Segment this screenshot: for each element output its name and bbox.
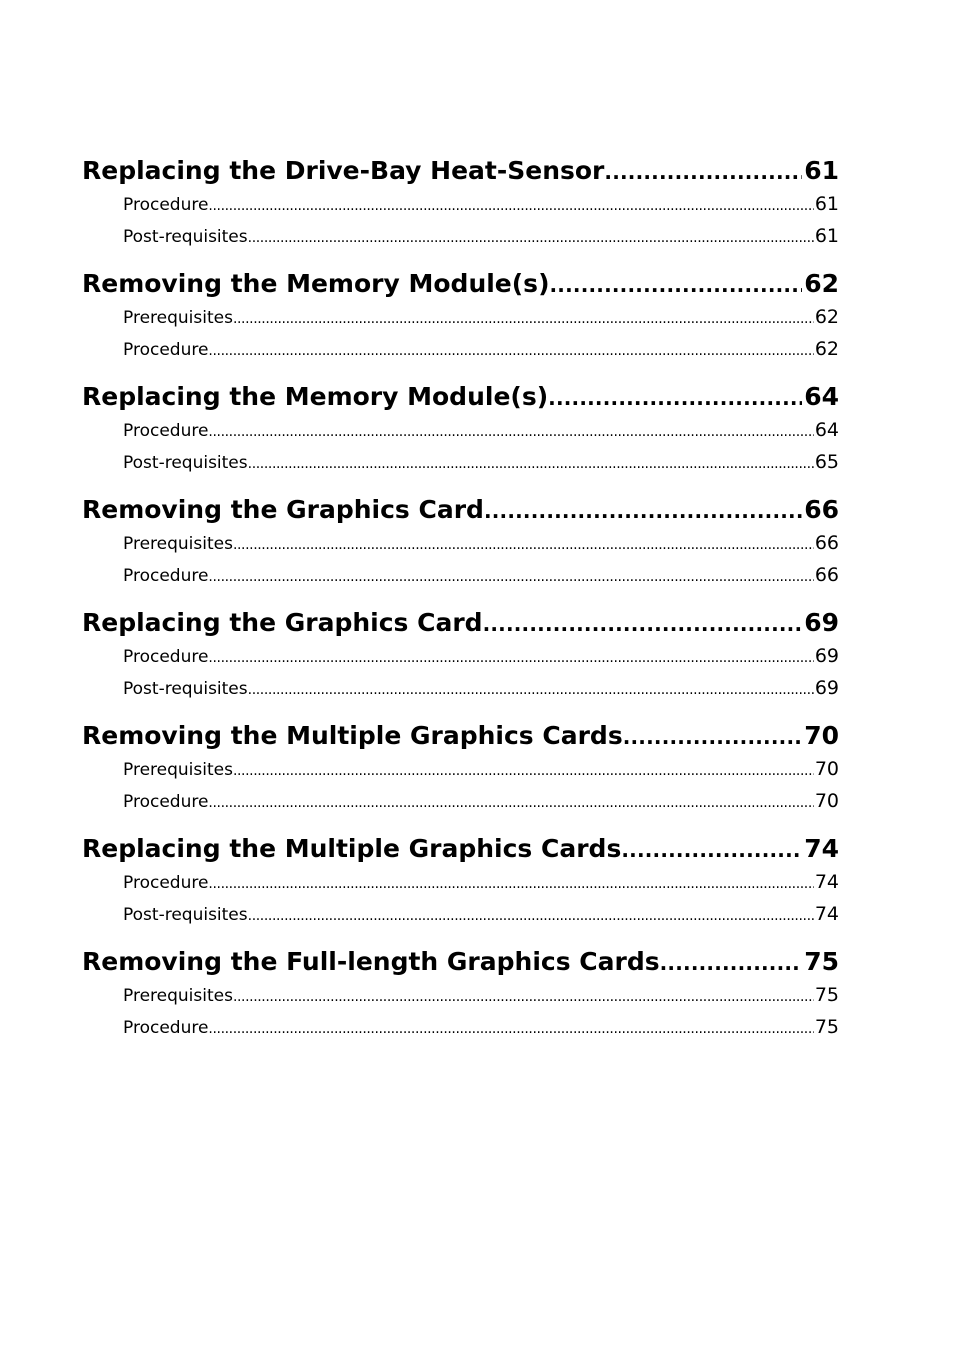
toc-entry-label: Procedure (123, 792, 209, 812)
toc-entry-page: 75 (814, 1016, 839, 1038)
dot-leader (208, 787, 813, 819)
toc-heading[interactable] (82, 267, 839, 301)
dot-leader (208, 642, 813, 674)
dot-leader (248, 900, 814, 932)
toc-entry-page: 70 (814, 790, 839, 812)
toc-heading[interactable] (82, 493, 839, 527)
toc-entry[interactable] (123, 414, 839, 446)
toc-entry-page: 64 (814, 419, 839, 441)
toc-entry-label: Procedure (123, 421, 209, 441)
toc-entry-label: Procedure (123, 195, 209, 215)
toc-entry-label: Prerequisites (123, 986, 233, 1006)
toc-entry-page: 61 (814, 225, 839, 247)
dot-leader (248, 222, 814, 254)
toc-entry-page: 62 (814, 306, 839, 328)
toc-heading-page: 64 (804, 382, 839, 411)
toc-heading[interactable] (82, 606, 839, 640)
toc-section (82, 493, 839, 591)
toc-heading-title: Replacing the Drive-Bay Heat-Sensor (82, 156, 605, 185)
toc-entry-label: Prerequisites (123, 308, 233, 328)
dot-leader (208, 190, 813, 222)
toc-heading-page: 62 (804, 269, 839, 298)
toc-entry[interactable] (123, 301, 839, 333)
dot-leader (604, 155, 802, 189)
toc-heading-page: 75 (804, 947, 839, 976)
toc-heading[interactable] (82, 832, 839, 866)
dot-leader (548, 381, 802, 415)
toc-entry[interactable] (123, 559, 839, 591)
toc-heading[interactable] (82, 945, 839, 979)
dot-leader (208, 1013, 813, 1045)
toc-entry-page: 69 (814, 645, 839, 667)
toc-entry-label: Prerequisites (123, 534, 233, 554)
toc-entry[interactable] (123, 979, 839, 1011)
toc-entry-page: 74 (814, 903, 839, 925)
toc-entry[interactable] (123, 188, 839, 220)
toc-heading-title: Removing the Memory Module(s) (82, 269, 550, 298)
dot-leader (233, 755, 814, 787)
dot-leader (621, 833, 802, 867)
dot-leader (660, 946, 803, 980)
toc-entry-page: 62 (814, 338, 839, 360)
toc-entry-label: Procedure (123, 873, 209, 893)
toc-entry[interactable] (123, 866, 839, 898)
toc-heading-title: Removing the Graphics Card (82, 495, 484, 524)
toc-entry[interactable] (123, 1011, 839, 1043)
toc-section (82, 606, 839, 704)
dot-leader (233, 981, 814, 1013)
toc-entry[interactable] (123, 446, 839, 478)
toc-entry-page: 66 (814, 564, 839, 586)
dot-leader (623, 720, 803, 754)
dot-leader (208, 416, 813, 448)
dot-leader (208, 868, 813, 900)
dot-leader (208, 335, 813, 367)
toc-entry[interactable] (123, 220, 839, 252)
toc-heading-title: Replacing the Memory Module(s) (82, 382, 549, 411)
toc-entry-label: Post-requisites (123, 905, 248, 925)
toc-heading-title: Replacing the Graphics Card (82, 608, 483, 637)
toc-section (82, 380, 839, 478)
toc-entry[interactable] (123, 753, 839, 785)
toc-entry[interactable] (123, 333, 839, 365)
toc-entry-label: Procedure (123, 566, 209, 586)
toc-entry-label: Post-requisites (123, 679, 248, 699)
toc-entry[interactable] (123, 640, 839, 672)
dot-leader (248, 448, 814, 480)
dot-leader (550, 268, 803, 302)
toc-heading[interactable] (82, 154, 839, 188)
dot-leader (233, 529, 814, 561)
toc-section (82, 267, 839, 365)
toc-heading-page: 74 (804, 834, 839, 863)
toc-section (82, 832, 839, 930)
toc-heading-page: 70 (804, 721, 839, 750)
dot-leader (484, 494, 802, 528)
toc-entry-page: 69 (814, 677, 839, 699)
dot-leader (233, 303, 814, 335)
toc-section (82, 945, 839, 1043)
toc-heading-title: Replacing the Multiple Graphics Cards (82, 834, 622, 863)
toc-heading-page: 66 (804, 495, 839, 524)
toc-entry-label: Procedure (123, 340, 209, 360)
toc-heading-title: Removing the Multiple Graphics Cards (82, 721, 623, 750)
toc-heading-page: 61 (804, 156, 839, 185)
dot-leader (248, 674, 814, 706)
toc-entry[interactable] (123, 785, 839, 817)
table-of-contents (82, 154, 839, 1058)
toc-entry-page: 74 (814, 871, 839, 893)
toc-entry-label: Procedure (123, 1018, 209, 1038)
toc-entry-label: Prerequisites (123, 760, 233, 780)
toc-entry-page: 75 (814, 984, 839, 1006)
toc-entry-label: Post-requisites (123, 453, 248, 473)
toc-heading[interactable] (82, 719, 839, 753)
toc-entry-page: 61 (814, 193, 839, 215)
toc-entry-page: 66 (814, 532, 839, 554)
toc-section (82, 154, 839, 252)
toc-entry[interactable] (123, 527, 839, 559)
dot-leader (483, 607, 803, 641)
toc-heading-title: Removing the Full-length Graphics Cards (82, 947, 660, 976)
toc-entry-page: 65 (814, 451, 839, 473)
toc-entry-label: Procedure (123, 647, 209, 667)
toc-heading[interactable] (82, 380, 839, 414)
toc-entry[interactable] (123, 672, 839, 704)
dot-leader (208, 561, 813, 593)
toc-entry-page: 70 (814, 758, 839, 780)
toc-entry-label: Post-requisites (123, 227, 248, 247)
toc-entry[interactable] (123, 898, 839, 930)
toc-heading-page: 69 (804, 608, 839, 637)
toc-section (82, 719, 839, 817)
